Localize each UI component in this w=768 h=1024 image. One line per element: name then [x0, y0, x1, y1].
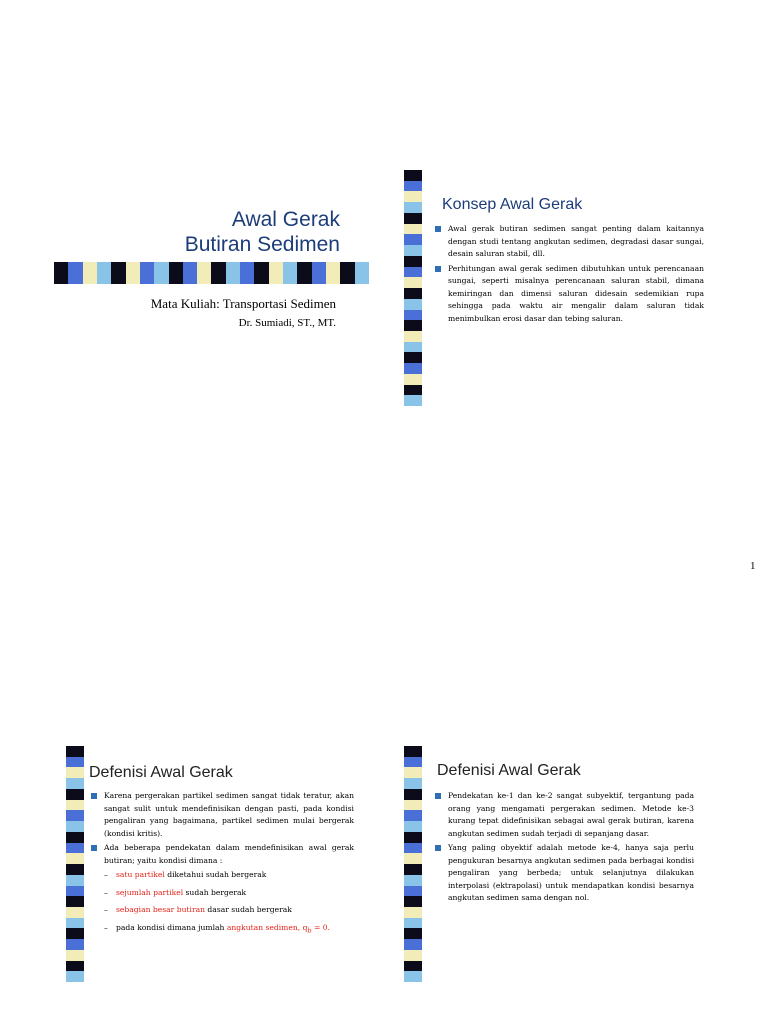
decorative-color-strip — [66, 746, 84, 982]
strip-block — [183, 262, 197, 284]
bullet-square-icon — [91, 845, 97, 851]
strip-block — [404, 385, 422, 396]
strip-block — [404, 757, 422, 768]
strip-block — [326, 262, 340, 284]
strip-block — [66, 950, 84, 961]
strip-block — [66, 853, 84, 864]
strip-block — [404, 971, 422, 982]
strip-block — [404, 374, 422, 385]
bullet-item — [434, 223, 704, 261]
dash-subscript: b — [307, 927, 312, 935]
dash-item — [90, 904, 354, 917]
strip-block — [66, 821, 84, 832]
strip-block — [66, 789, 84, 800]
strip-block — [404, 918, 422, 929]
strip-block — [404, 928, 422, 939]
bullet-square-icon — [435, 226, 441, 232]
bullet-square-icon — [91, 793, 97, 799]
strip-block — [404, 961, 422, 972]
slide2-heading: Konsep Awal Gerak — [442, 196, 583, 213]
decorative-color-strip — [404, 746, 422, 982]
strip-block — [197, 262, 211, 284]
strip-block — [211, 262, 225, 284]
strip-block — [83, 262, 97, 284]
dash-highlight: angkutan sedimen, q — [226, 922, 308, 932]
strip-block — [404, 853, 422, 864]
slide4-body — [434, 790, 694, 907]
course-name: Mata Kuliah: Transportasi Sedimen — [150, 296, 336, 311]
dash-text: diketahui sudah bergerak — [164, 870, 267, 879]
strip-block — [312, 262, 326, 284]
strip-block — [404, 267, 422, 278]
strip-block — [404, 202, 422, 213]
bullet-text: Ada beberapa pendekatan dalam mendefinisikan awal gerak butiran; yaitu kondisi dimana : — [104, 843, 354, 865]
slide3-heading: Defenisi Awal Gerak — [89, 764, 233, 781]
strip-block — [404, 213, 422, 224]
slide3-body — [90, 790, 354, 943]
decorative-color-strip — [404, 170, 422, 406]
strip-block — [66, 832, 84, 843]
strip-block — [355, 262, 369, 284]
bullet-text: Yang paling obyektif adalah metode ke-4, hanya saja perlu pengukuran besarnya angkutan sedimen pada berbagai kondisi pengaliran yang berbeda; untuk selanjutnya dilakukan interpolasi (ektrapolasi) untuk mendapatkan kondisi besarnya angkutan sedimen sama dengan nol. — [448, 843, 694, 902]
decorative-color-strip — [54, 262, 369, 284]
strip-block — [297, 262, 311, 284]
strip-block — [404, 170, 422, 181]
strip-block — [404, 907, 422, 918]
strip-block — [404, 310, 422, 321]
strip-block — [404, 342, 422, 353]
bullet-item — [90, 790, 354, 840]
slide4-heading: Defenisi Awal Gerak — [437, 762, 581, 779]
strip-block — [404, 800, 422, 811]
strip-block — [66, 928, 84, 939]
dash-text: pada kondisi dimana jumlah — [116, 922, 227, 932]
bullet-item — [434, 790, 694, 840]
bullet-item — [434, 842, 694, 905]
author-name: Dr. Sumiadi, ST., MT. — [238, 317, 336, 329]
strip-block — [154, 262, 168, 284]
strip-block — [269, 262, 283, 284]
strip-block — [404, 299, 422, 310]
strip-block — [254, 262, 268, 284]
strip-block — [66, 961, 84, 972]
strip-block — [404, 778, 422, 789]
strip-block — [404, 234, 422, 245]
strip-block — [66, 875, 84, 886]
strip-block — [140, 262, 154, 284]
bullet-text: Karena pergerakan partikel sedimen sangat tidak teratur, akan sangat sulit untuk mendefinisikan dengan pasti, pada kondisi pengaliran yang bagaimana, partikel sedimen mulai bergerak (kondisi kritis). — [104, 791, 354, 838]
strip-block — [404, 939, 422, 950]
strip-block — [404, 896, 422, 907]
strip-block — [404, 191, 422, 202]
bullet-square-icon — [435, 266, 441, 272]
dash-list — [90, 869, 354, 938]
bullet-square-icon — [435, 845, 441, 851]
strip-block — [404, 395, 422, 406]
dash-text: sudah bergerak — [183, 887, 247, 897]
strip-block — [404, 843, 422, 854]
strip-block — [97, 262, 111, 284]
strip-block — [226, 262, 240, 284]
strip-block — [340, 262, 354, 284]
bullet-item — [434, 263, 704, 326]
strip-block — [404, 832, 422, 843]
strip-block — [66, 778, 84, 789]
strip-block — [404, 875, 422, 886]
strip-block — [404, 331, 422, 342]
strip-block — [126, 262, 140, 284]
bullet-text: Awal gerak butiran sedimen sangat penting dalam kaitannya dengan studi tentang angkutan sedimen, degradasi dasar sungai, desain saluran stabil, dll. — [448, 224, 704, 258]
strip-block — [404, 746, 422, 757]
strip-block — [404, 320, 422, 331]
strip-block — [66, 746, 84, 757]
dash-mark: – — [104, 905, 108, 914]
slide1-title-line2: Butiran Sedimen — [184, 233, 340, 256]
strip-block — [404, 245, 422, 256]
dash-item — [90, 887, 354, 900]
strip-block — [68, 262, 82, 284]
strip-block — [111, 262, 125, 284]
bullet-text: Perhitungan awal gerak sedimen dibutuhkan untuk perencanaan sungai, seperti misalnya perencanaan saluran stabil, dimana kemiringan dan dimensi saluran didesain sedemikian rupa sehingga pada waktu air mengalir dalam saluran tidak menimbulkan erosi dasar dan tebing saluran. — [448, 263, 704, 323]
slide1-title — [150, 207, 340, 257]
strip-block — [404, 864, 422, 875]
strip-block — [66, 800, 84, 811]
strip-block — [283, 262, 297, 284]
dash-highlight: sebagian besar butiran — [116, 905, 206, 914]
strip-block — [66, 767, 84, 778]
strip-block — [404, 352, 422, 363]
strip-block — [404, 767, 422, 778]
strip-block — [404, 277, 422, 288]
strip-block — [404, 224, 422, 235]
dash-highlight: satu partikel — [116, 870, 165, 879]
dash-item — [90, 922, 354, 938]
strip-block — [66, 907, 84, 918]
dash-tail: = 0. — [311, 922, 330, 932]
dash-mark: – — [104, 870, 108, 879]
dash-text: dasar sudah bergerak — [205, 905, 292, 914]
strip-block — [66, 864, 84, 875]
strip-block — [404, 810, 422, 821]
dash-mark: – — [104, 922, 108, 932]
strip-block — [404, 363, 422, 374]
dash-item — [90, 869, 354, 882]
strip-block — [66, 939, 84, 950]
strip-block — [404, 886, 422, 897]
strip-block — [404, 256, 422, 267]
strip-block — [66, 843, 84, 854]
strip-block — [66, 896, 84, 907]
strip-block — [66, 918, 84, 929]
strip-block — [404, 950, 422, 961]
dash-mark: – — [104, 887, 108, 897]
strip-block — [404, 181, 422, 192]
dash-highlight: sejumlah partikel — [116, 887, 184, 897]
strip-block — [66, 810, 84, 821]
slide2-body — [434, 223, 704, 327]
strip-block — [66, 757, 84, 768]
bullet-item — [90, 842, 354, 867]
strip-block — [404, 789, 422, 800]
strip-block — [66, 971, 84, 982]
bullet-text: Pendekatan ke-1 dan ke-2 sangat subyektif, tergantung pada orang yang mengamati pergerakan sedimen. Metode ke-3 kurang tepat didefinisikan sebagai awal gerak butiran, karena angkutan sedimen sudah terjadi di sepanjang dasar. — [448, 791, 694, 838]
strip-block — [404, 288, 422, 299]
strip-block — [404, 821, 422, 832]
slide1-title-line1: Awal Gerak — [231, 208, 340, 231]
bullet-square-icon — [435, 793, 441, 799]
strip-block — [169, 262, 183, 284]
strip-block — [240, 262, 254, 284]
strip-block — [66, 886, 84, 897]
strip-block — [54, 262, 68, 284]
page-number: 1 — [750, 560, 756, 572]
